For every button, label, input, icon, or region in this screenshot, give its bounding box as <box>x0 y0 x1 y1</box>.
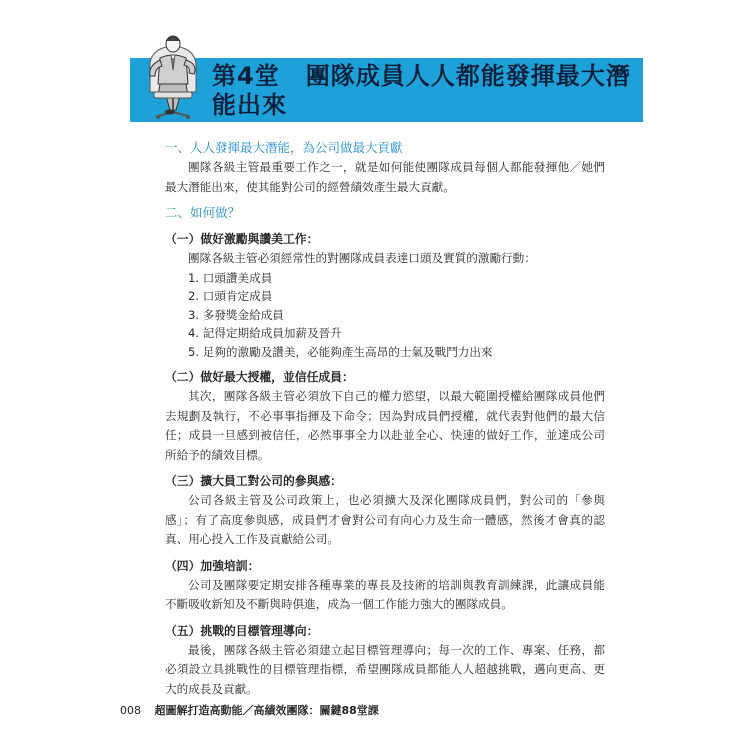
list-item: 2. 口頭肯定成員 <box>188 289 273 303</box>
book-title: 超圖解打造高動能／高績效團隊：關鍵88堂課 <box>154 704 379 717</box>
subsection-title-5: （五）挑戰的目標管理導向： <box>165 623 319 638</box>
list-item: 1. 口頭讚美成員 <box>188 270 273 285</box>
list-item: 3. 多發獎金給成員 <box>188 307 284 322</box>
list-item: 5. 足夠的激勵及讚美，必能夠產生高昂的士氣及戰鬥力出來 <box>188 344 493 359</box>
businessman-in-chair-icon <box>138 30 208 122</box>
chapter-heading: 團隊成員人人都能發揮最大潛能出來 <box>212 62 631 119</box>
subsection-body-2: 其次，團隊各級主管必須放下自己的權力慾望，以最大範圍授權給團隊成員他們去規劃及執行，不必事事指揮及下命令；因為對成員們授權，就代表對他們的最大信任；成員一旦感到被信任，必然事事全力以赴並全心、快速的做好工作，並達成公司所給予的績效目標。 <box>165 389 605 462</box>
subsection-title-1: （一）做好激勵與讚美工作： <box>165 232 319 246</box>
chapter-number: 第4堂 <box>212 62 280 90</box>
subsection-body-1: 團隊各級主管必須經常性的對團隊成員表達口頭及實質的激勵行動： <box>188 251 536 265</box>
subsection-body-3: 公司各級主管及公司政策上，也必須擴大及深化團隊成員們，對公司的「參與感」；有了高度參與感，成員們才會對公司有向心力及生命一體感，然後才會真的認真、用心投入工作及貢獻給公司。 <box>165 493 605 546</box>
subsection-body-4: 公司及團隊要定期安排各種專業的專長及技術的培訓與教育訓練課，此讓成員能不斷吸收新知及不斷與時俱進，成為一個工作能力強大的團隊成員。 <box>165 577 605 611</box>
subsection-title-4: （四）加強培訓： <box>165 558 260 573</box>
page-footer <box>120 704 379 718</box>
section-heading-1: 一、人人發揮最大潛能，為公司做最大貢獻 <box>165 140 403 155</box>
chapter-title <box>212 62 632 120</box>
subsection-title-2: （二）做好最大授權，並信任成員： <box>165 370 354 384</box>
section-heading-2: 二、如何做？ <box>165 205 241 220</box>
list-item: 4. 記得定期給成員加薪及晉升 <box>188 326 342 340</box>
subsection-body-5: 最後，團隊各級主管必須建立起目標管理導向；每一次的工作、專案、任務，都必須設立具挑戰性的目標管理指標，希望團隊成員都能人人超越挑戰，邁向更高、更大的成長及貢獻。 <box>165 642 605 696</box>
page-content <box>165 138 605 699</box>
section-body-1: 團隊各級主管最重要工作之一，就是如何能使團隊成員每個人都能發揮他／她們最大潛能出來，使其能對公司的經營績效產生最大貢獻。 <box>165 160 605 194</box>
page-number: 008 <box>120 704 141 717</box>
incentive-list <box>165 269 605 362</box>
subsection-title-3: （三）擴大員工對公司的參與感： <box>165 474 342 488</box>
